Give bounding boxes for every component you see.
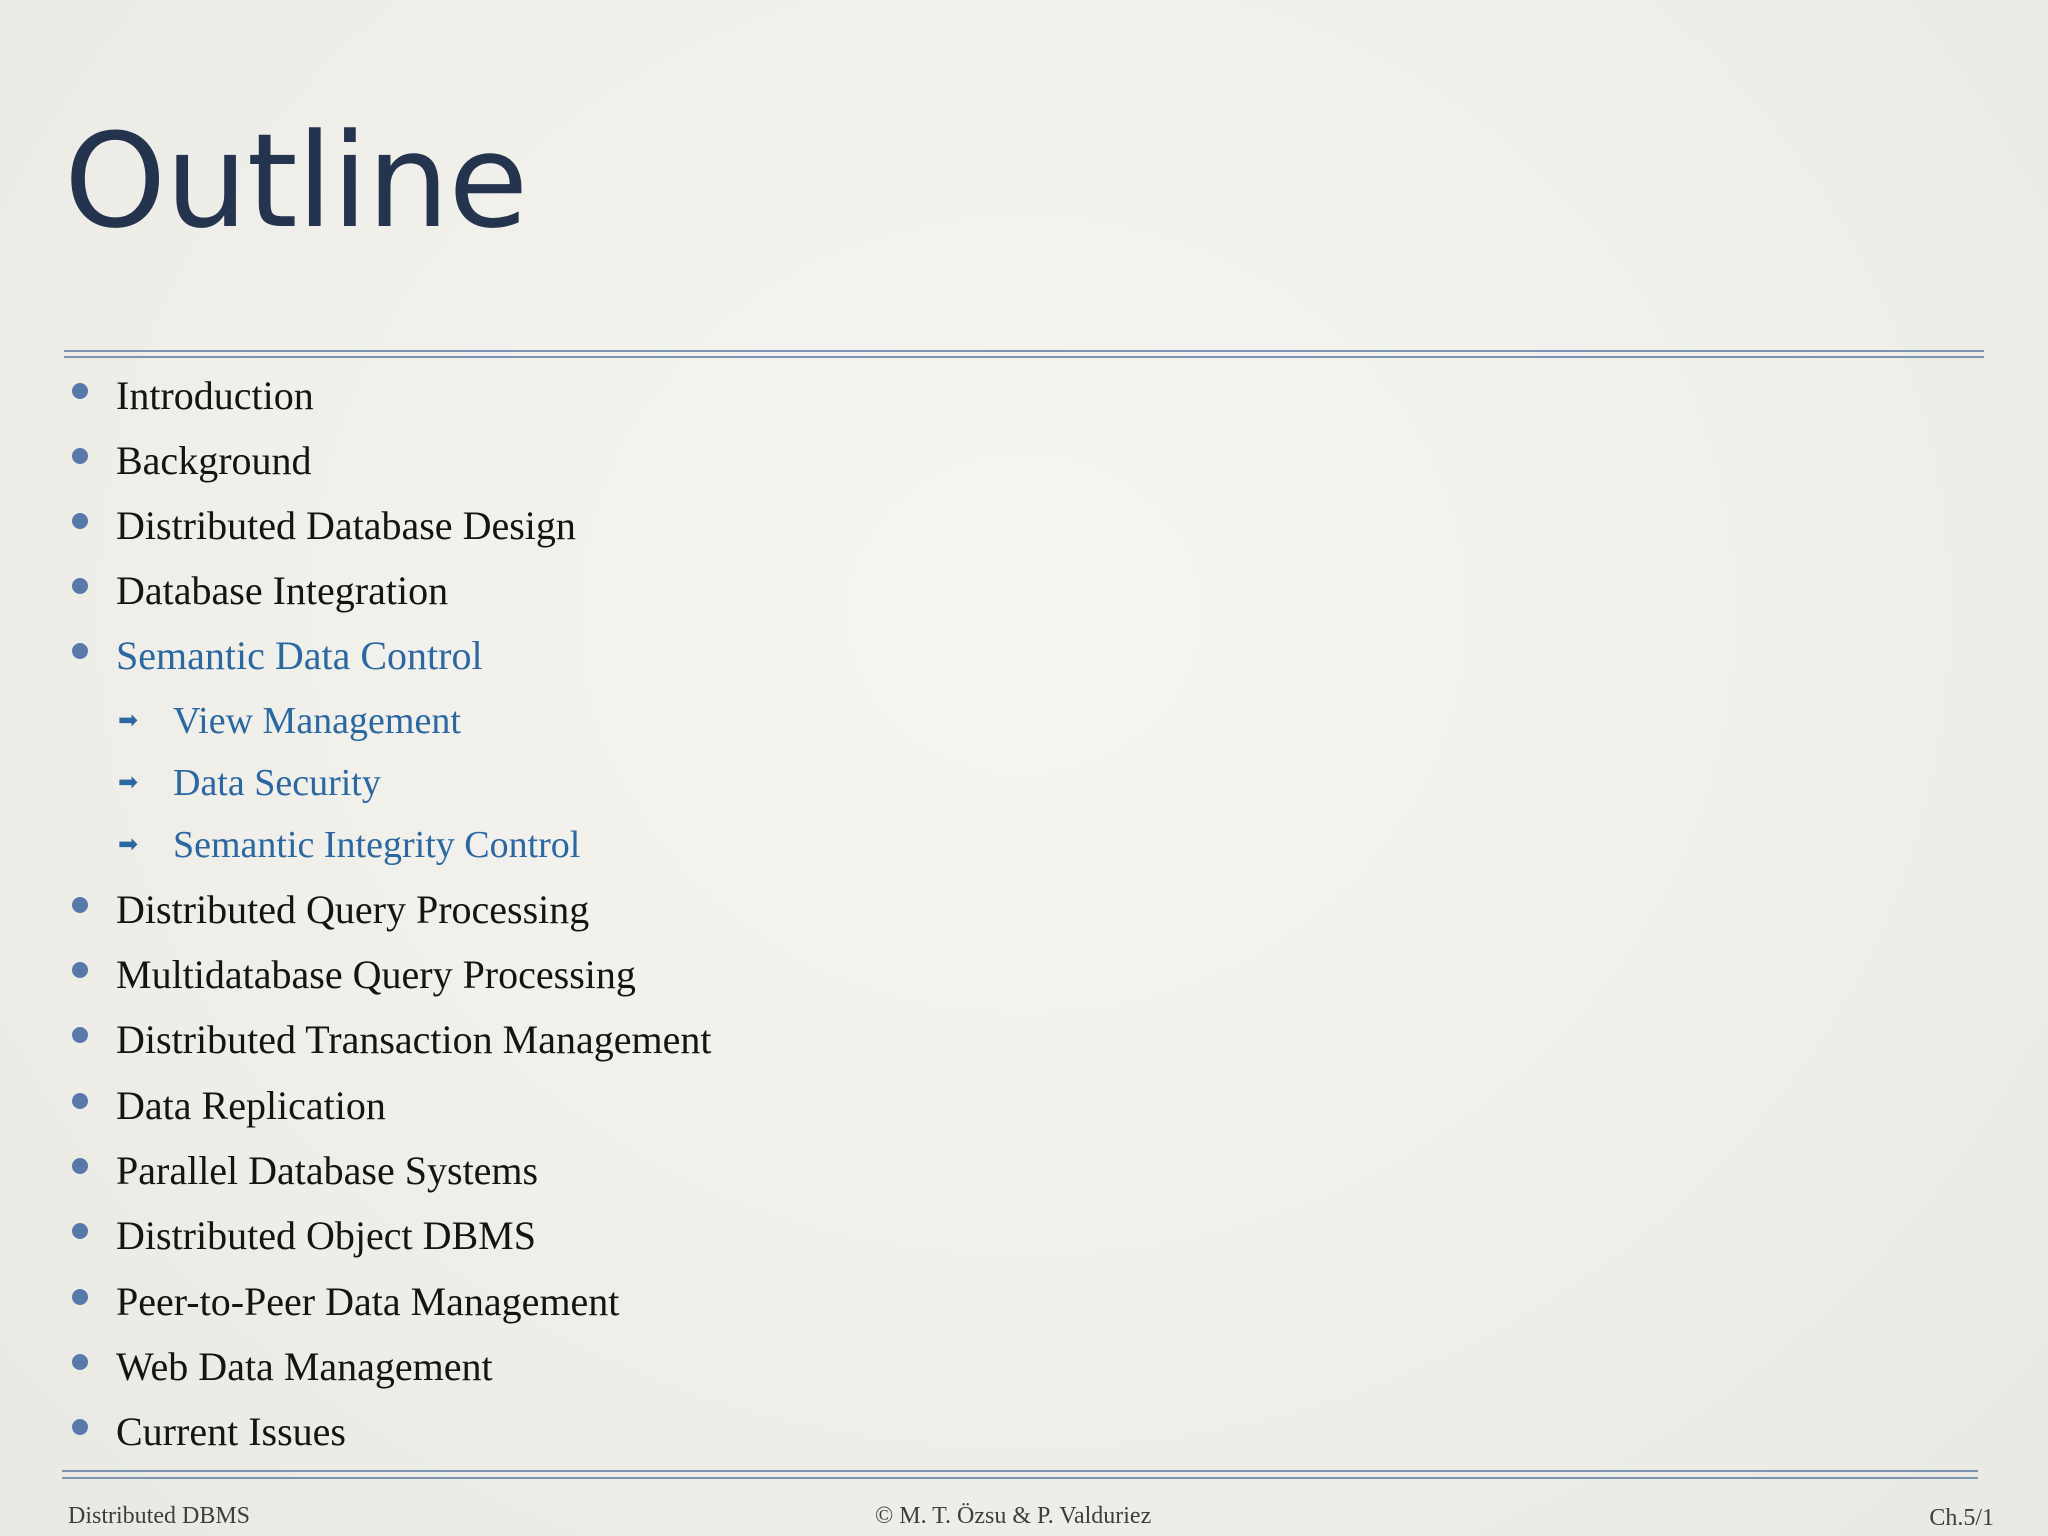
slide-title: Outline [64,105,528,257]
bullet-dot-icon [72,897,88,913]
bullet-dot-icon [72,578,88,594]
right-arrow-icon: ➡ [118,706,139,734]
footer-slide-number: Ch.5/1 [1929,1505,1994,1531]
outline-item-label: Current Issues [116,1409,346,1454]
footer-course-title: Distributed DBMS [68,1503,251,1529]
bullet-dot-icon [72,1419,88,1435]
bullet-dot-icon [72,383,88,399]
outline-item-label: Introduction [116,373,314,418]
outline-item-label: Distributed Query Processing [116,887,590,932]
outline-item-label: Database Integration [116,568,449,613]
outline-item-label: Background [116,438,312,483]
outline-item-label: Data Replication [116,1083,386,1128]
outline-item-label: Distributed Transaction Management [116,1017,712,1062]
bullet-dot-icon [72,962,88,978]
outline-item-label: Peer-to-Peer Data Management [116,1279,620,1324]
title-divider-top [64,350,1984,352]
title-divider-bottom [64,356,1984,358]
outline-subitem-label: Semantic Integrity Control [173,824,581,866]
bullet-dot-icon [72,513,88,529]
outline-item-label: Distributed Object DBMS [116,1213,536,1258]
outline-item-label: Multidatabase Query Processing [116,952,636,997]
bullet-dot-icon [72,1027,88,1043]
bullet-dot-icon [72,1289,88,1305]
footer-divider-bottom [62,1477,1978,1479]
footer-divider-top [62,1470,1978,1472]
footer-copyright: © M. T. Özsu & P. Valduriez [875,1503,1152,1529]
outline-subitem-label: View Management [173,700,461,742]
outline-item-label: Web Data Management [116,1344,493,1389]
outline-subitem-label: Data Security [173,762,381,804]
right-arrow-icon: ➡ [118,768,139,796]
bullet-dot-icon [72,1354,88,1370]
right-arrow-icon: ➡ [118,830,139,858]
bullet-dot-icon [72,448,88,464]
outline-item-label: Parallel Database Systems [116,1148,539,1193]
outline-item-label: Semantic Data Control [116,633,483,678]
bullet-dot-icon [72,1223,88,1239]
bullet-dot-icon [72,643,88,659]
bullet-dot-icon [72,1093,88,1109]
outline-item-label: Distributed Database Design [116,503,576,548]
bullet-dot-icon [72,1158,88,1174]
